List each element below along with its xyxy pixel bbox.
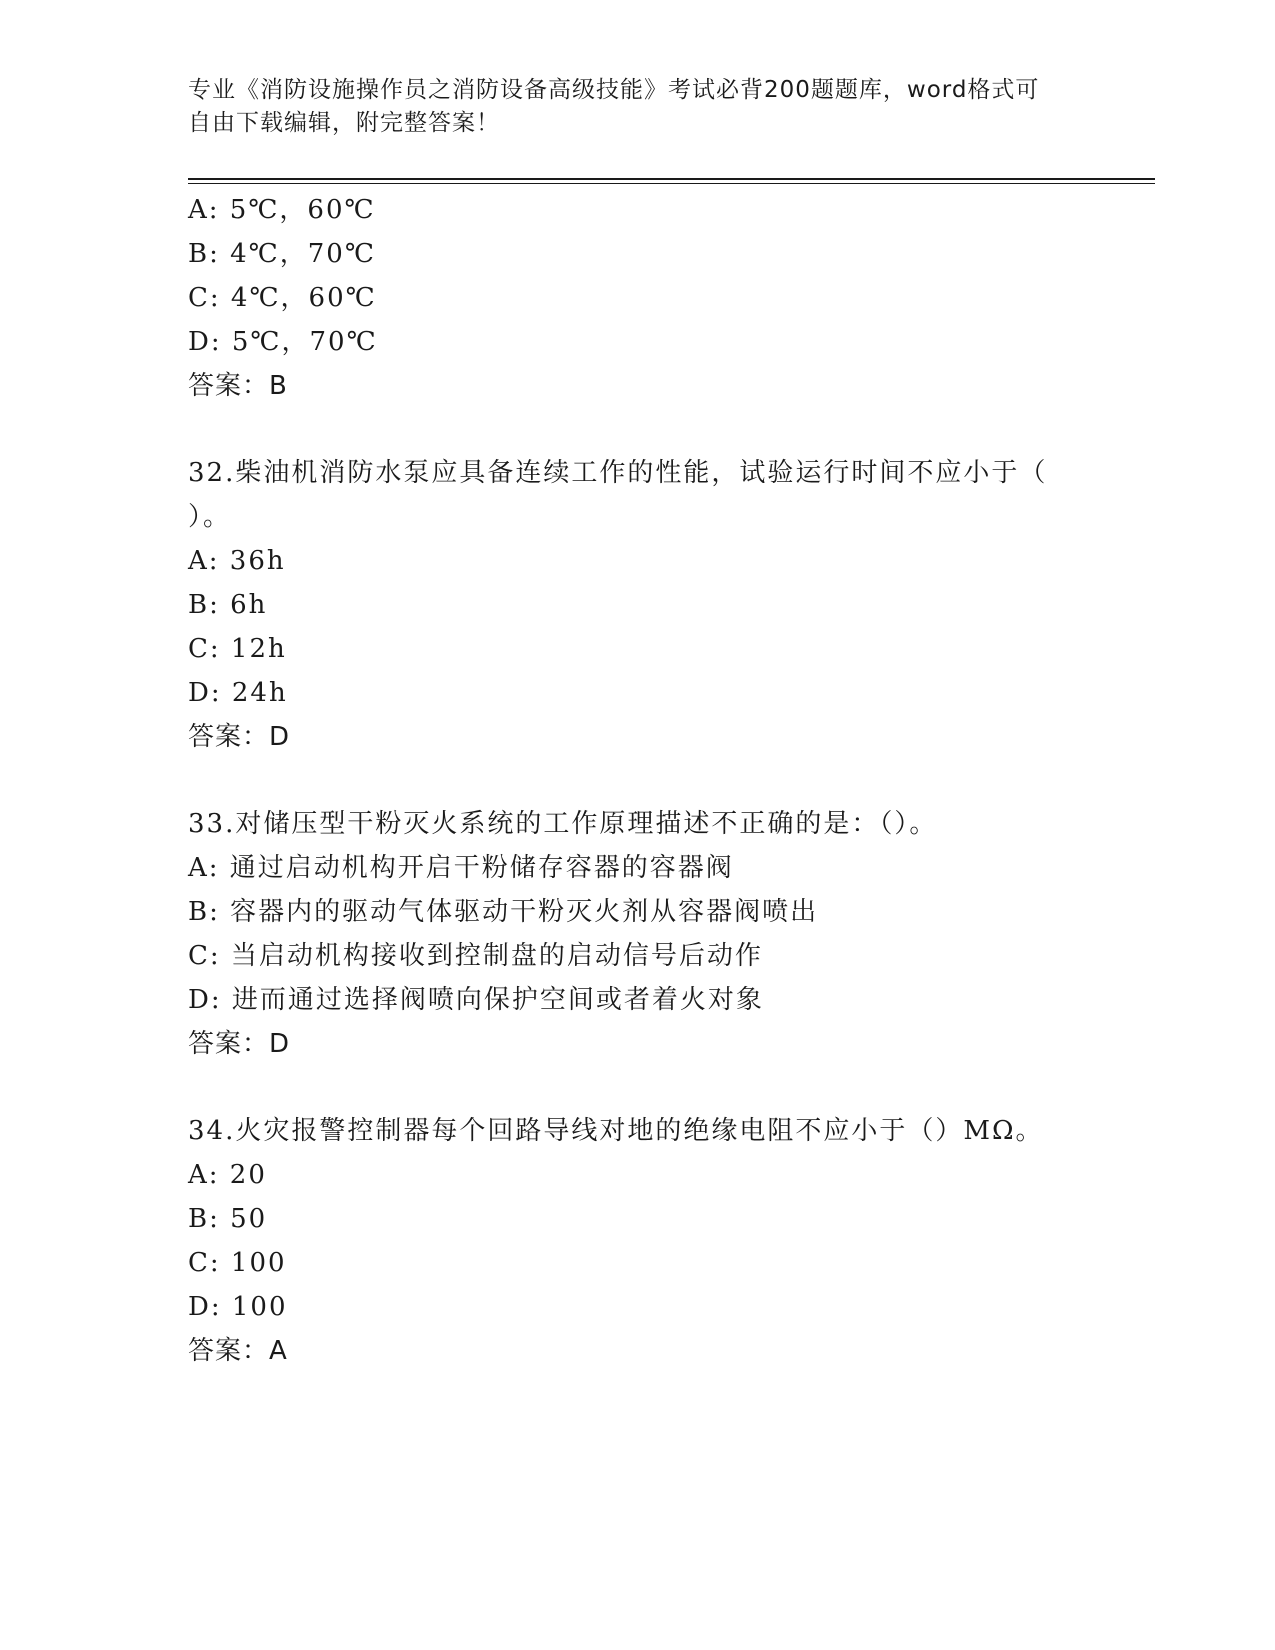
q33-option-b: B: 容器内的驱动气体驱动干粉灭火剂从容器阀喷出 [188, 897, 819, 927]
header-rule-thin [188, 183, 1155, 184]
header-rule-thick [188, 178, 1155, 180]
q33-option-c: C: 当启动机构接收到控制盘的启动信号后动作 [188, 941, 763, 971]
q32-answer: 答案：D [188, 722, 291, 752]
q34-answer: 答案：A [188, 1336, 288, 1366]
q31-option-b: B: 4℃，70℃ [188, 239, 376, 269]
q31-option-a: A: 5℃，60℃ [188, 195, 376, 225]
q34-stem-line-1: 34.火灾报警控制器每个回路导线对地的绝缘电阻不应小于（）MΩ。 [188, 1116, 1044, 1146]
document-header [188, 74, 1068, 140]
q31-answer: 答案：B [188, 371, 288, 401]
q34-option-c: C: 100 [188, 1248, 287, 1278]
q32-option-c: C: 12h [188, 634, 287, 664]
q32-option-a: A: 36h [188, 546, 286, 576]
q34-option-a: A: 20 [188, 1160, 267, 1190]
q31-option-c: C: 4℃，60℃ [188, 283, 377, 313]
q33-option-d: D: 进而通过选择阀喷向保护空间或者着火对象 [188, 985, 764, 1015]
q32-stem-line-1: 32.柴油机消防水泵应具备连续工作的性能，试验运行时间不应小于（ [188, 458, 1048, 488]
q34-option-b: B: 50 [188, 1204, 268, 1234]
header-line-1: 专业《消防设施操作员之消防设备高级技能》考试必背200题题库，word格式可 [188, 77, 1040, 103]
q31-option-d: D: 5℃，70℃ [188, 327, 378, 357]
q32-stem-line-2: ）。 [188, 502, 232, 532]
q33-answer: 答案：D [188, 1029, 291, 1059]
header-line-2: 自由下载编辑，附完整答案！ [188, 110, 500, 136]
q33-stem-line-1: 33.对储压型干粉灭火系统的工作原理描述不正确的是：（）。 [188, 809, 938, 839]
q33-option-a: A: 通过启动机构开启干粉储存容器的容器阀 [188, 853, 734, 883]
q32-option-b: B: 6h [188, 590, 268, 620]
q34-option-d: D: 100 [188, 1292, 288, 1322]
q32-option-d: D: 24h [188, 678, 288, 708]
